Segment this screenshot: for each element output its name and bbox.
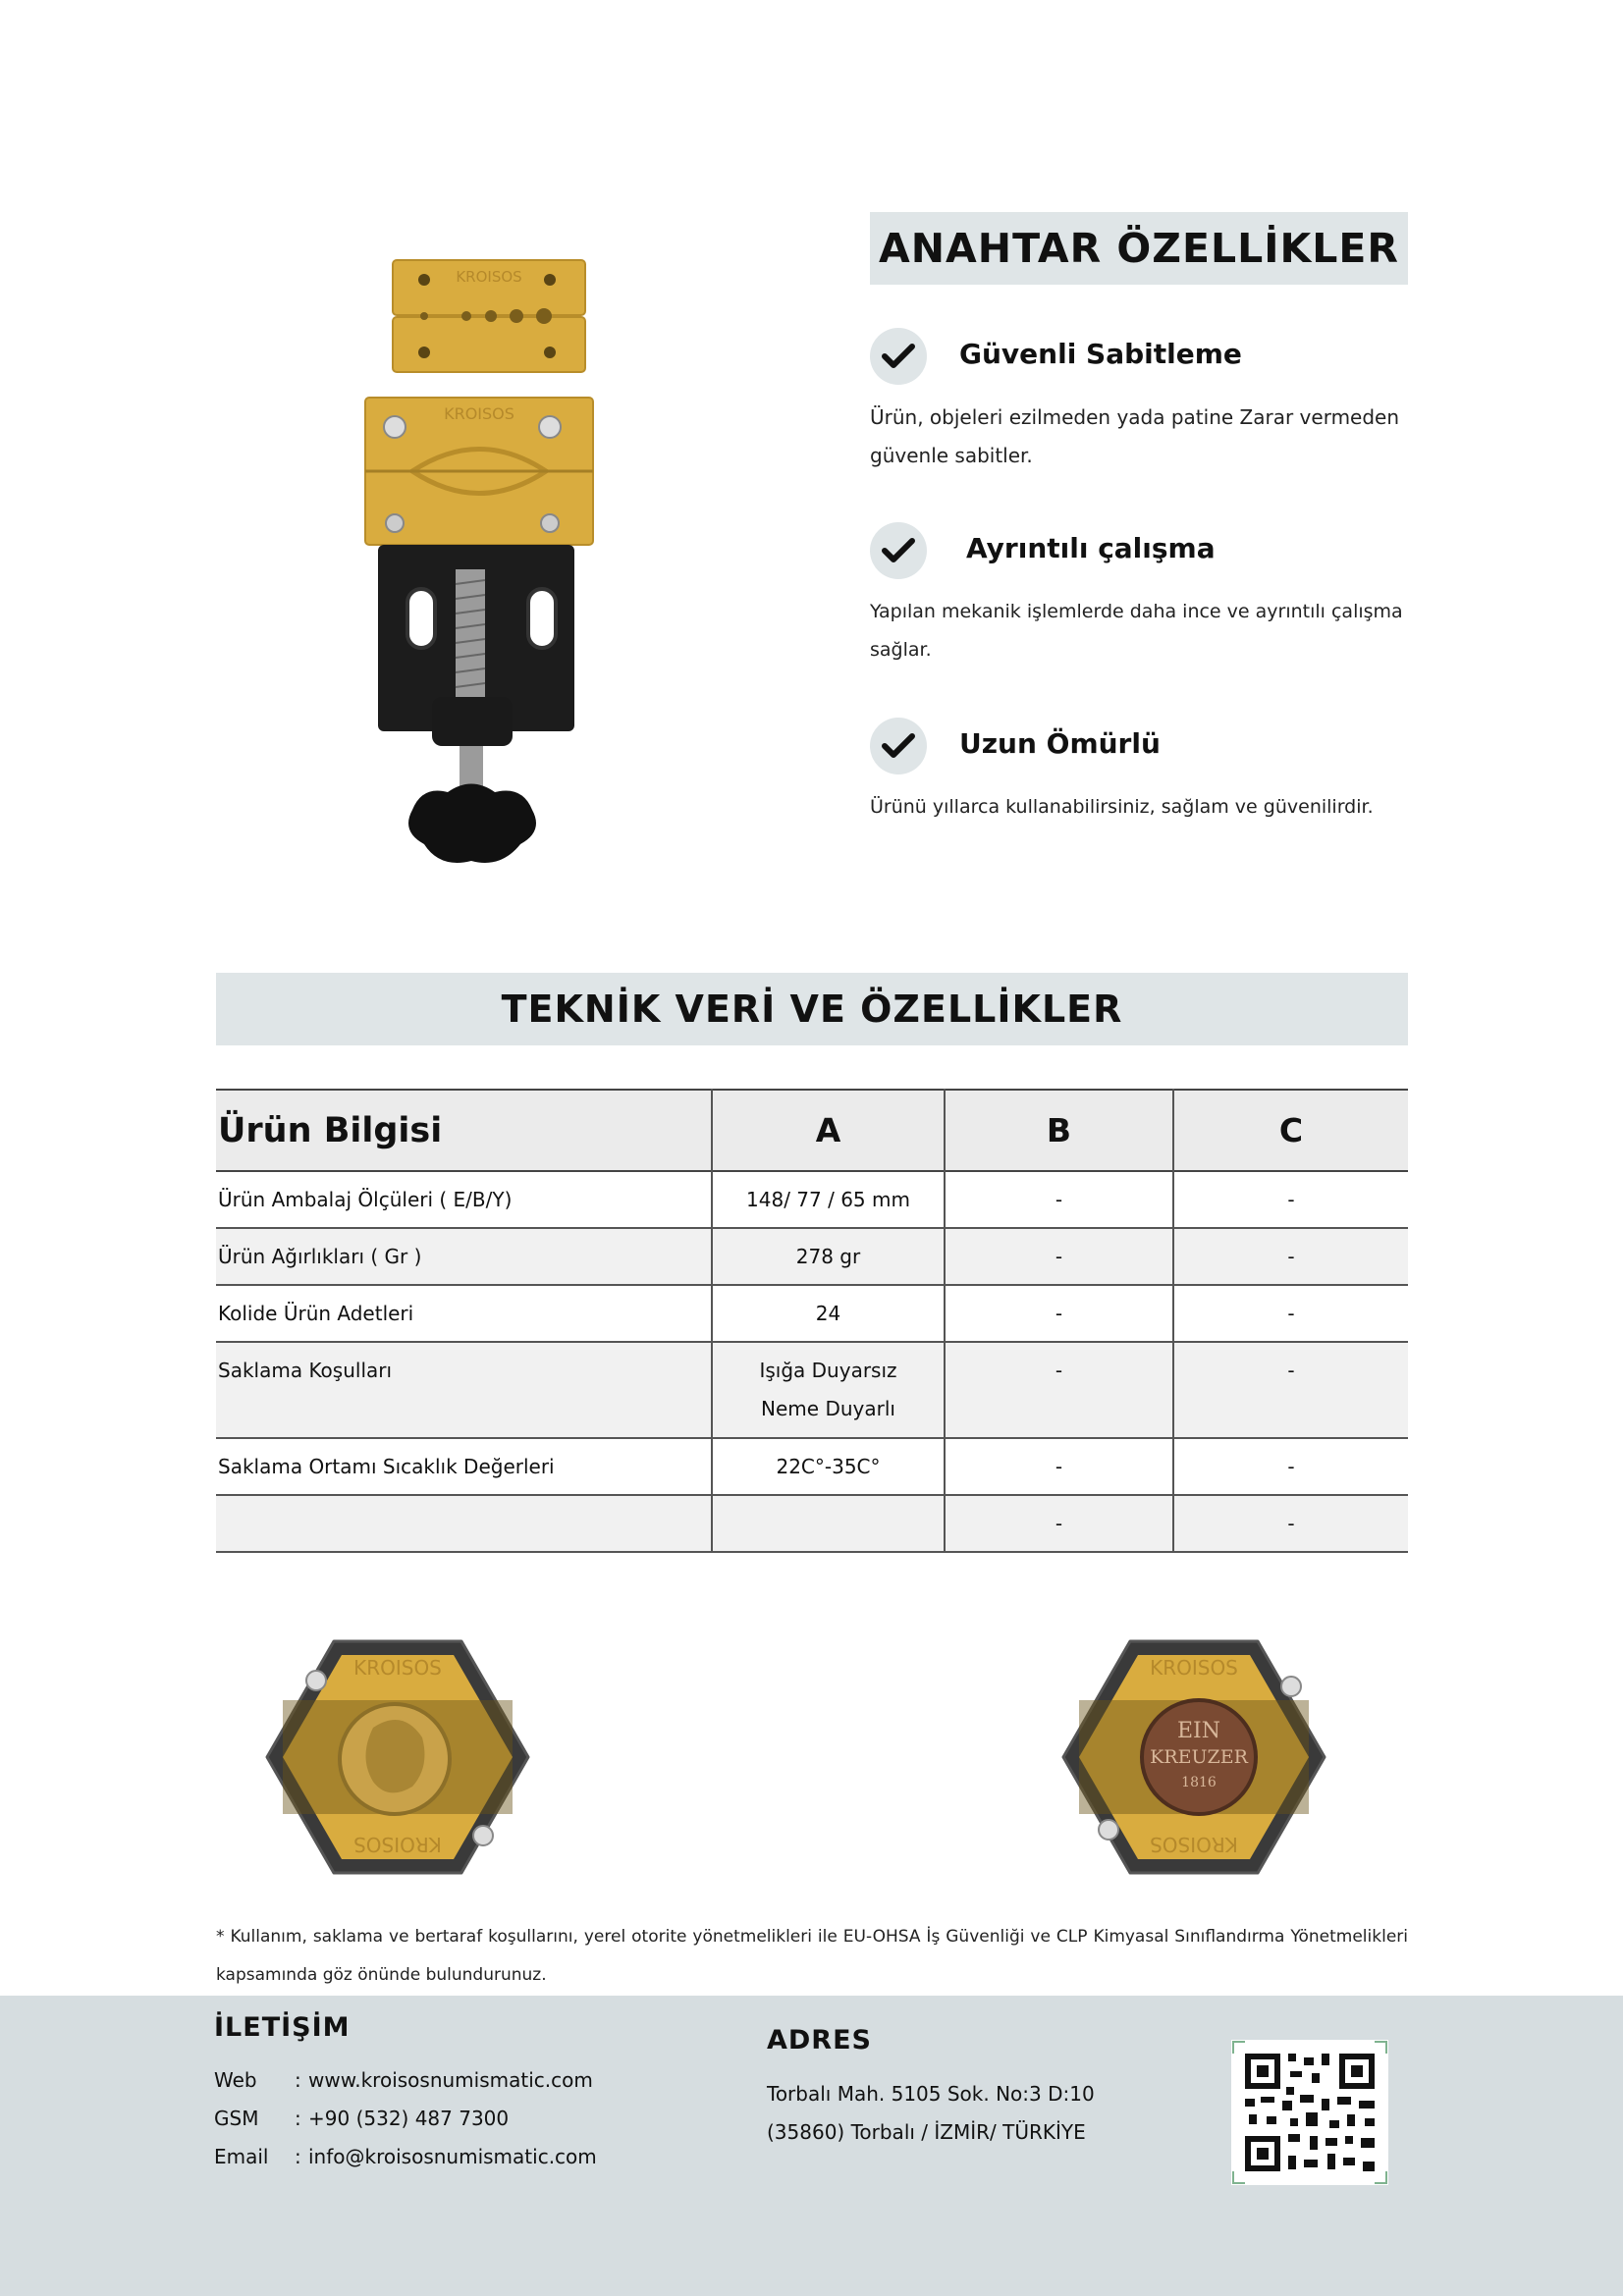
disclaimer-footnote: * Kullanım, saklama ve bertaraf koşullarını, yerel otorite yönetmelikleri ile EU-OHSA İş Güvenliği ve CLP Kimyasal Sınıflandırma Yönetmelikleri kapsamında göz önünde bulundurunuz. <box>216 1927 1408 1985</box>
technical-title: TEKNİK VERİ VE ÖZELLİKLER <box>216 973 1408 1045</box>
header-a: A <box>712 1090 945 1171</box>
svg-text:KROISOS: KROISOS <box>353 1656 442 1680</box>
cell-b: - <box>945 1228 1173 1285</box>
cell-a-line: Neme Duyarlı <box>761 1397 895 1420</box>
qr-code[interactable] <box>1231 2040 1388 2185</box>
cell-a <box>712 1495 945 1552</box>
cell-a: 24 <box>712 1285 945 1342</box>
row-label <box>216 1495 712 1552</box>
feature-description: Ürünü yıllarca kullanabilirsiniz, sağlam ve güvenilirdir. <box>870 796 1374 818</box>
email-link[interactable]: info@kroisosnumismatic.com <box>308 2145 597 2168</box>
coin-holder-image-left <box>265 1639 530 1875</box>
check-icon <box>870 522 927 579</box>
cell-c: - <box>1173 1495 1408 1552</box>
cell-b: - <box>945 1438 1173 1495</box>
cell-b: - <box>945 1171 1173 1228</box>
cell-c: - <box>1173 1228 1408 1285</box>
svg-text:KROISOS: KROISOS <box>444 404 514 423</box>
table-row <box>216 1171 1408 1228</box>
contact-title: İLETİŞİM <box>214 2012 351 2043</box>
key-features-title: ANAHTAR ÖZELLİKLER <box>870 212 1408 285</box>
feature-description: Ürün, objeleri ezilmeden yada patine Zarar vermeden güvenle sabitler. <box>870 405 1400 467</box>
cell-c: - <box>1173 1171 1408 1228</box>
cell-a: 148/ 77 / 65 mm <box>712 1171 945 1228</box>
table-row <box>216 1342 1408 1438</box>
feature-title: Uzun Ömürlü <box>959 727 1161 760</box>
coin-holder-image-right <box>1061 1639 1326 1875</box>
svg-text:KROISOS: KROISOS <box>353 1833 442 1856</box>
row-label: Ürün Ambalaj Ölçüleri ( E/B/Y) <box>218 1188 513 1211</box>
header-c: C <box>1173 1090 1408 1171</box>
table-header-row <box>216 1090 1408 1171</box>
contact-label: Web <box>214 2068 257 2092</box>
coin-text: EIN <box>1177 1719 1220 1743</box>
cell-c: - <box>1173 1285 1408 1342</box>
contact-row-web <box>214 2068 593 2092</box>
table-row <box>216 1285 1408 1342</box>
row-label: Ürün Ağırlıkları ( Gr ) <box>218 1245 422 1268</box>
contact-row-email <box>214 2145 597 2168</box>
contact-separator: : <box>295 2068 301 2092</box>
table-row <box>216 1228 1408 1285</box>
contact-footer <box>0 1996 1623 2296</box>
technical-table <box>216 1089 1408 1553</box>
address-line: Torbalı Mah. 5105 Sok. No:3 D:10 <box>767 2082 1095 2106</box>
brand-mark: KROISOS <box>456 268 522 286</box>
product-image-vise <box>353 250 609 879</box>
svg-text:KROISOS: KROISOS <box>1150 1833 1238 1856</box>
cell-c: - <box>1173 1438 1408 1495</box>
row-label: Saklama Ortamı Sıcaklık Değerleri <box>218 1455 555 1478</box>
row-label: Kolide Ürün Adetleri <box>218 1302 414 1325</box>
table-row <box>216 1438 1408 1495</box>
table-row <box>216 1495 1408 1552</box>
feature-description: Yapılan mekanik işlemlerde daha ince ve ayrıntılı çalışma sağlar. <box>870 601 1403 661</box>
contact-label: Email <box>214 2145 269 2168</box>
address-line: (35860) Torbalı / İZMİR/ TÜRKİYE <box>767 2120 1086 2144</box>
check-icon <box>870 328 927 385</box>
feature-title: Güvenli Sabitleme <box>959 338 1242 370</box>
phone-link[interactable]: +90 (532) 487 7300 <box>308 2107 510 2130</box>
contact-separator: : <box>295 2107 301 2130</box>
row-label: Saklama Koşulları <box>218 1359 393 1382</box>
header-b: B <box>945 1090 1173 1171</box>
contact-label: GSM <box>214 2107 259 2130</box>
cell-b: - <box>945 1285 1173 1342</box>
svg-text:KROISOS: KROISOS <box>1150 1656 1238 1680</box>
cell-a: 278 gr <box>712 1228 945 1285</box>
cell-a <box>712 1342 945 1438</box>
header-product-info: Ürün Bilgisi <box>218 1110 443 1150</box>
cell-b: - <box>945 1342 1173 1438</box>
contact-row-gsm <box>214 2107 509 2130</box>
feature-title: Ayrıntılı çalışma <box>966 532 1216 564</box>
contact-separator: : <box>295 2145 301 2168</box>
coin-text: KREUZER <box>1150 1746 1248 1768</box>
cell-a: 22C°-35C° <box>712 1438 945 1495</box>
coin-text: 1816 <box>1181 1775 1217 1790</box>
address-title: ADRES <box>767 2025 872 2056</box>
cell-a-line: Işığa Duyarsız <box>759 1359 897 1382</box>
cell-c: - <box>1173 1342 1408 1438</box>
web-link[interactable]: www.kroisosnumismatic.com <box>308 2068 593 2092</box>
check-icon <box>870 718 927 774</box>
cell-b: - <box>945 1495 1173 1552</box>
